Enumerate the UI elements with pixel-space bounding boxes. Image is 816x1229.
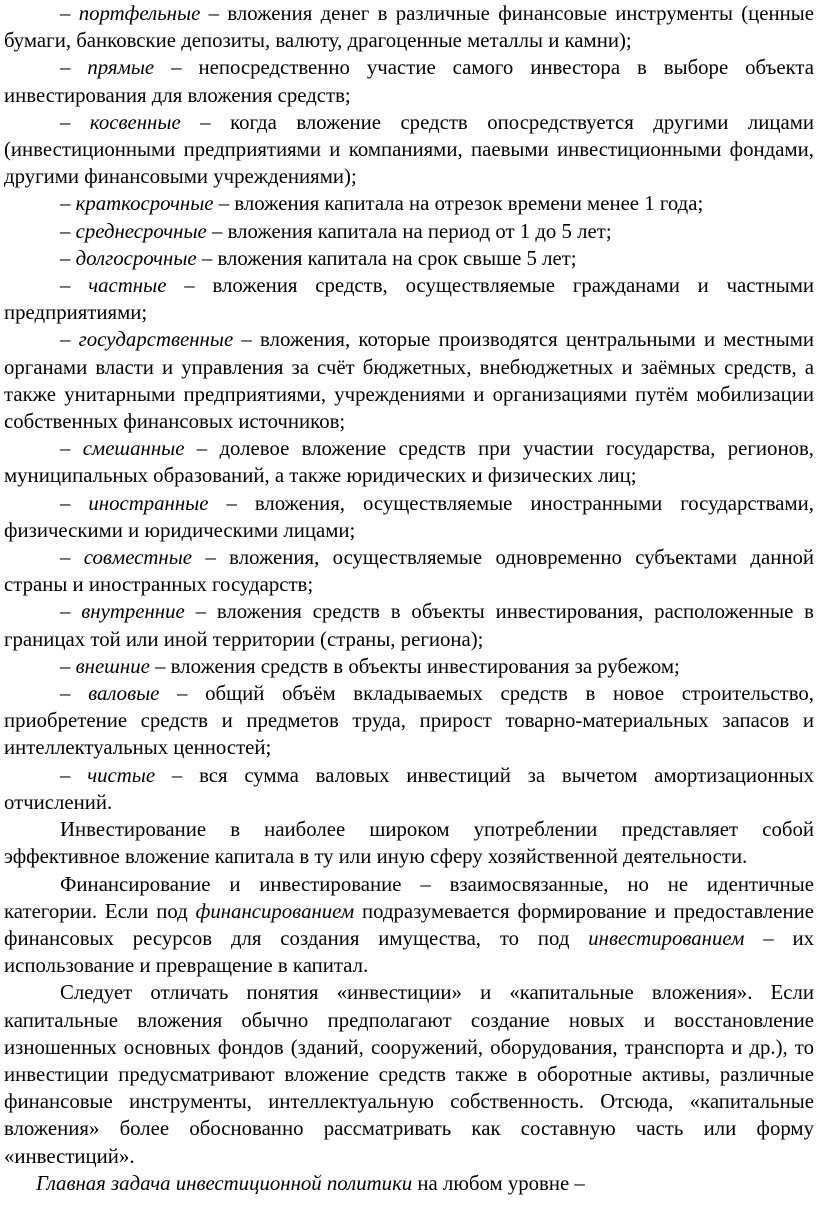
item-text: – вложения, которые производятся центральными и местными органами власти и управления за счёт бюджетных, внебюджетных и заёмных средств, а также унитарными предприятиями, учреждениями и организациями путём мобилизации собственных финансовых источников;	[4, 328, 814, 434]
item-term: смешанные	[82, 437, 185, 461]
paragraph-text: подразумевается формирование и предоставление финансовых ресурсов для создания имущества, то под	[4, 899, 814, 950]
dash-bullet: –	[60, 763, 71, 787]
item-text: – когда вложение средств опосредствуется другими лицами (инвестиционными предприятиями и компаниями, паевыми инвестиционными фондами, другими финансовыми учреждениями);	[4, 110, 814, 189]
dash-bullet: –	[60, 274, 71, 298]
item-text: – вложения, осуществляемые иностранными государствами, физическими и юридическими лицами;	[4, 491, 814, 542]
dash-bullet: –	[60, 546, 71, 570]
dash-bullet: –	[60, 219, 71, 243]
item-text: – непосредственно участие самого инвестора в выборе объекта инвестирования для вложения средств;	[4, 56, 814, 107]
dash-bullet: –	[60, 110, 71, 134]
dash-bullet: –	[60, 654, 71, 678]
item-text: – вложения средств, осуществляемые гражданами и частными предприятиями;	[4, 274, 814, 325]
item-text: – долевое вложение средств при участии государства, регионов, муниципальных образований, а также юридических и физических лиц;	[4, 437, 815, 488]
list-item	[4, 490, 814, 544]
paragraph-investing-definition: Инвестирование в наиболее широком употреблении представляет собой эффективное вложение капитала в ту или иную сферу хозяйственной деятельности.	[4, 818, 814, 869]
list-item	[4, 272, 814, 326]
dash-bullet: –	[60, 328, 71, 352]
list-item	[4, 190, 814, 217]
dash-bullet: –	[60, 682, 71, 706]
item-term: валовые	[88, 682, 160, 706]
item-term: частные	[88, 274, 167, 298]
dash-bullet: –	[60, 2, 71, 25]
list-item	[4, 0, 814, 54]
item-text: – вложения капитала на отрезок времени менее 1 года;	[213, 192, 704, 216]
item-text: – вся сумма валовых инвестиций за вычетом амортизационных отчислений.	[4, 763, 815, 814]
emphasis-main-task: Главная задача инвестиционной политики	[36, 1171, 413, 1195]
dash-bullet: –	[60, 437, 71, 461]
list-item	[4, 218, 814, 245]
list-item	[4, 326, 814, 435]
paragraph-text: Финансирование и инвестирование – взаимосвязанные, но не идентичные категории. Если под	[4, 872, 814, 923]
item-term: краткосрочные	[75, 192, 214, 216]
item-term: долгосрочные	[75, 246, 197, 270]
paragraph-text: – их использование и превращение в капитал.	[4, 926, 814, 978]
item-term: совместные	[83, 546, 193, 570]
dash-bullet: –	[60, 56, 71, 80]
emphasis-financing: финансированием	[195, 899, 355, 923]
list-item	[4, 680, 814, 762]
list-item	[4, 109, 814, 191]
item-term: косвенные	[89, 110, 181, 134]
list-item	[4, 653, 814, 680]
dash-bullet: –	[60, 491, 71, 515]
item-term: среднесрочные	[75, 219, 207, 243]
item-term: портфельные	[78, 2, 201, 25]
investment-types-list	[4, 0, 814, 816]
list-item	[4, 245, 814, 272]
item-term: государственные	[78, 328, 234, 352]
item-term: иностранные	[88, 491, 209, 515]
list-item	[4, 544, 814, 598]
paragraph-text: на любом уровне –	[412, 1171, 585, 1195]
item-term: внутренние	[81, 600, 185, 624]
list-item	[4, 54, 814, 108]
dash-bullet: –	[60, 600, 71, 624]
list-item	[4, 435, 814, 489]
item-term: прямые	[87, 56, 155, 80]
dash-bullet: –	[60, 246, 71, 270]
item-text: – вложения капитала на срок свыше 5 лет;	[196, 246, 577, 270]
item-text: – вложения капитала на период от 1 до 5 лет;	[206, 219, 612, 243]
emphasis-investing: инвестированием	[588, 926, 745, 950]
paragraph-main-task	[4, 1170, 814, 1197]
paragraph-financing-vs-investing	[4, 871, 814, 980]
list-item	[4, 598, 814, 652]
item-text: – вложения средств в объекты инвестирования, расположенные в границах той или иной территории (страны, региона);	[4, 600, 815, 651]
paragraph-capital-investments: Следует отличать понятия «инвестиции» и «капитальные вложения». Если капитальные вложения обычно предполагают создание новых и восстановление изношенных основных фондов (зданий, сооружений, оборудования, транспорта и др.), то инвестиции предусматривают вложение средств также в оборотные активы, различные финансовые инструменты, интеллектуальную собственность. Отсюда, «капитальные вложения» более обоснованно рассматривать как составную часть или форму «инвестиций».	[4, 981, 814, 1168]
item-text: – общий объём вкладываемых средств в новое строительство, приобретение средств и предметов труда, прирост товарно-материальных запасов и интеллектуальных ценностей;	[4, 682, 814, 760]
item-term: внешние	[75, 654, 150, 678]
item-text: – вложения денег в различные финансовые инструменты (ценные бумаги, банковские депозиты, валюту, драгоценные металлы и камни);	[4, 2, 814, 53]
dash-bullet: –	[60, 192, 71, 216]
list-item	[4, 762, 814, 816]
item-term: чистые	[87, 763, 156, 787]
item-text: – вложения средств в объекты инвестирования за рубежом;	[149, 654, 680, 678]
item-text: – вложения, осуществляемые одновременно субъектами данной страны и иностранных государств;	[4, 546, 815, 597]
